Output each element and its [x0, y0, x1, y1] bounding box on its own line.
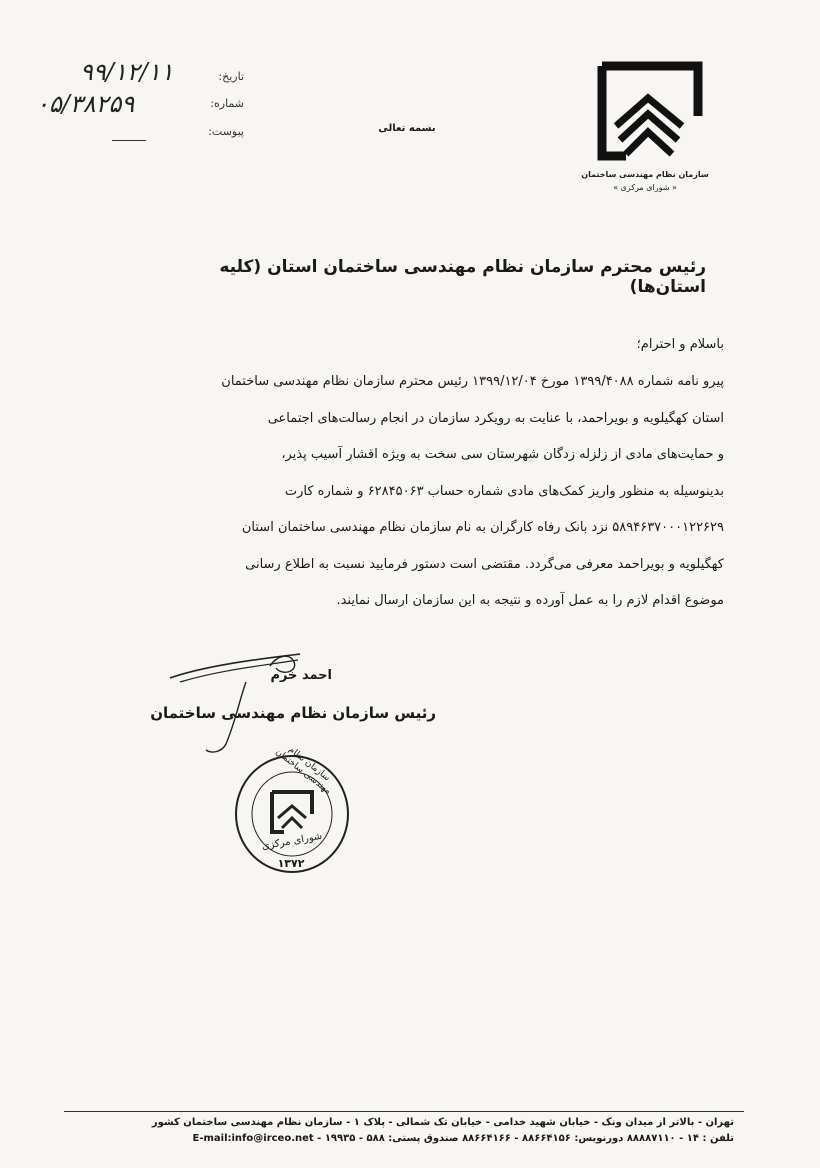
attachment-blank-line [112, 140, 146, 141]
body-line: موضوع اقدام لازم را به عمل آورده و نتیجه به این سازمان ارسال نمایند. [336, 593, 724, 608]
number-value: ۰۵/۳۸۲۵۹ [36, 90, 135, 118]
date-label: تاریخ: [218, 70, 244, 83]
recipient-heading: رئیس محترم سازمان نظام مهندسی ساختمان استان (کلیه استان‌ها) [219, 257, 706, 297]
footer-divider [64, 1111, 744, 1112]
organization-logo-icon [586, 56, 710, 176]
stamp-ring-text: سازمان نظام مهندسی ساختمان [273, 744, 333, 797]
body-line: ۵۸۹۴۶۳۷۰۰۰۱۲۲۶۲۹ نزد بانک رفاه کارگران به نام سازمان نظام مهندسی ساختمان استان [241, 520, 724, 535]
body-line: بدینوسیله به منظور واریز کمک‌های مادی شماره حساب ۶۲۸۴۵۰۶۳ و شماره کارت [284, 483, 724, 499]
footer-address: تهران - بالاتر از میدان ونک - خیابان شهید خدامی - خیابان تک شمالی - پلاک ۱ - سازمان نظام مهندسی ساختمان کشور [151, 1117, 734, 1128]
logo-council: « شورای مرکزی » [613, 183, 677, 192]
date-value: ۹۹/۱۲/۱۱ [80, 58, 174, 86]
signatory-title: رئیس سازمان نظام مهندسی ساختمان [150, 704, 436, 722]
stamp-year: ۱۳۷۲ [277, 857, 305, 870]
signature-scribble-icon [150, 648, 330, 758]
stamp-council: شورای مرکزی [260, 830, 324, 853]
body-line: کهگیلویه و بویراحمد معرفی می‌گردد. مقتضی است دستور فرمایید نسبت به اطلاع رسانی [245, 556, 724, 572]
body-line: پیرو نامه شماره ۱۳۹۹/۴۰۸۸ مورخ ۱۳۹۹/۱۲/۰۴ رئیس محترم سازمان نظام مهندسی ساختمان [221, 374, 724, 389]
footer-contact: تلفن : ۱۴ - ۸۸۸۸۷۱۱۰ دورنویس: ۸۸۶۶۴۱۵۶ - ۸۸۶۶۴۱۶۶ صندوق پستی: ۵۸۸ - ۱۹۹۳۵ - E-mail:info@irceo.net [192, 1133, 734, 1144]
number-label: شماره: [210, 97, 244, 110]
letter-body [104, 364, 724, 620]
body-line: و حمایت‌های مادی از زلزله زدگان شهرستان سی سخت به ویژه اقشار آسیب پذیر، [281, 447, 724, 462]
bismillah: بسمه تعالی [378, 123, 436, 134]
signatory-name: احمد خرم [270, 668, 332, 683]
salutation: باسلام و احترام؛ [636, 337, 724, 352]
body-line: استان کهگیلویه و بویراحمد، با عنایت به رویکرد سازمان در انجام رسالت‌های اجتماعی [267, 410, 724, 426]
logo-org-name: سازمان نظام مهندسی ساختمان [581, 170, 709, 179]
attachment-label: پیوست: [208, 125, 244, 138]
